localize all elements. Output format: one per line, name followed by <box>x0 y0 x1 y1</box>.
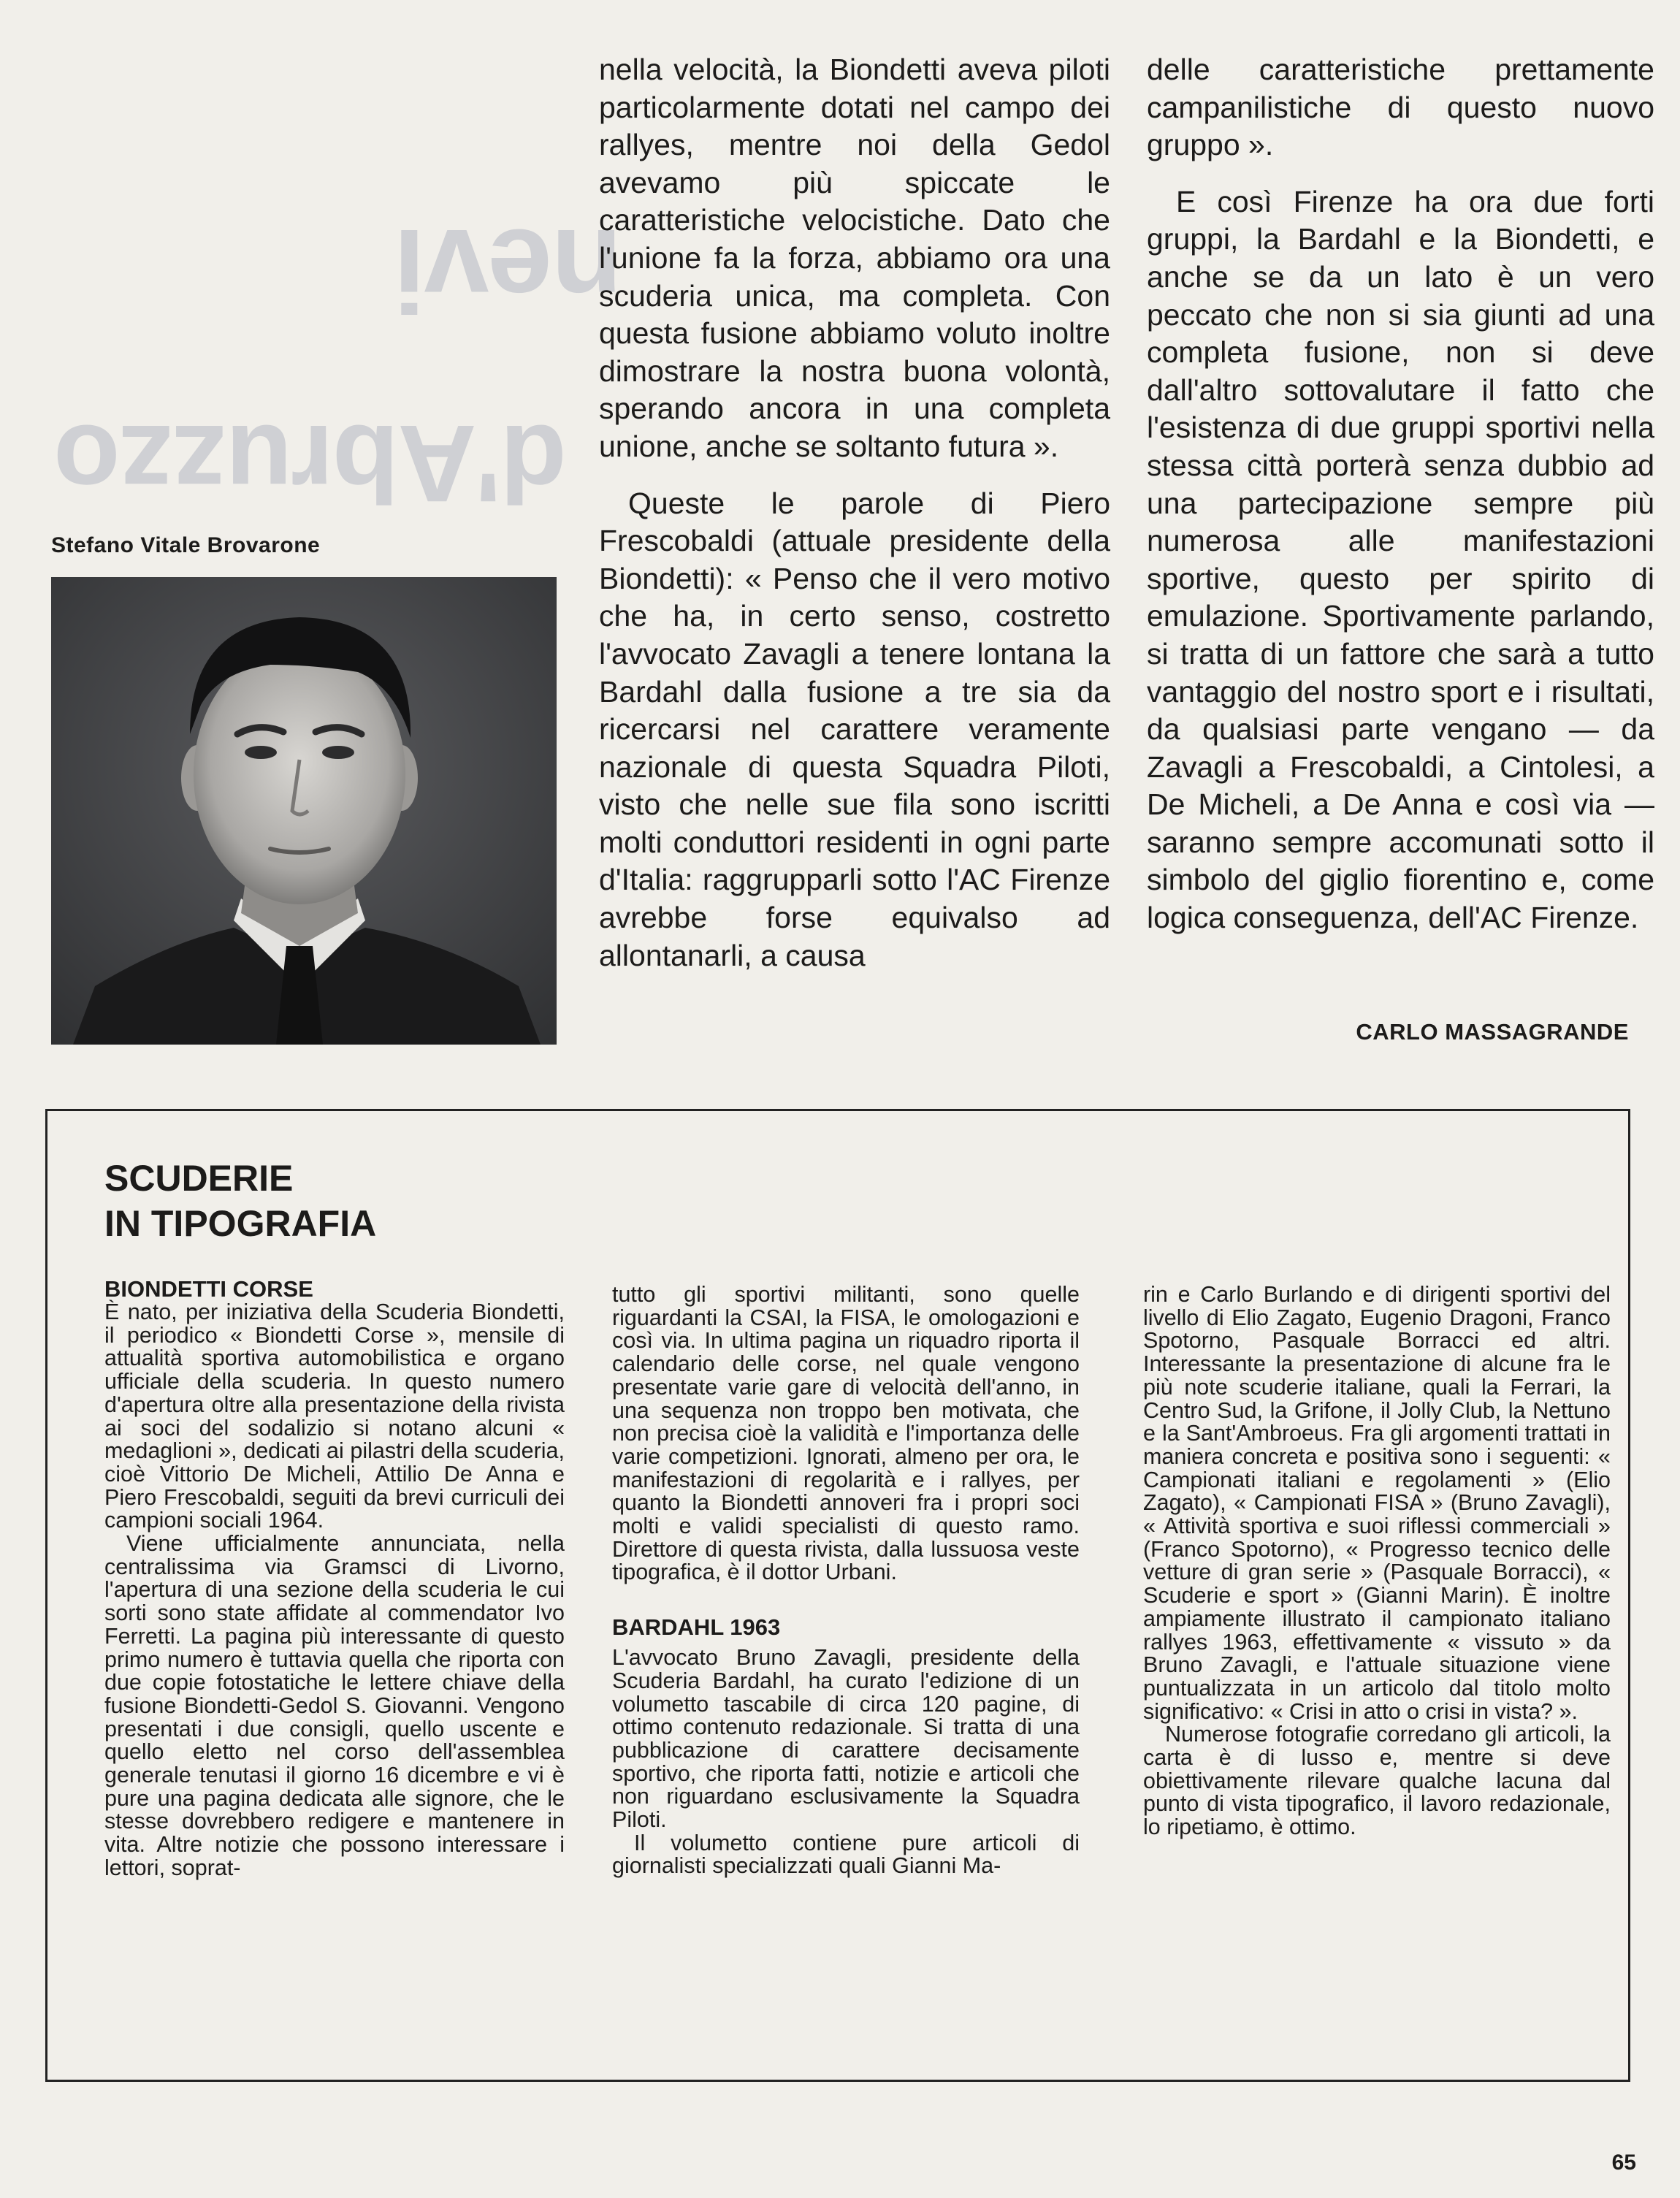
paragraph: delle caratteristiche prettamente campanilistiche di questo nuovo gruppo ». <box>1147 53 1654 162</box>
article-column-2 <box>1147 51 1654 937</box>
paragraph: Queste le parole di Piero Frescobaldi (attuale presidente della Biondetti): « Penso che il vero motivo che ha, in certo senso, costretto l'avvocato Zavagli a tenere lontana la Bardahl dalla fusione a tre sia da ricercarsi nel carattere veramente nazionale di questa Squadra Piloti, visto che nelle sue fila sono iscritti molti conduttori residenti in ogni parte d'Italia: raggrupparli sotto l'AC Firenze avrebbe forse equivalso ad allontanarli, a causa <box>599 486 1110 972</box>
photo-caption: Stefano Vitale Brovarone <box>51 533 321 557</box>
paragraph: Numerose fotografie corredano gli articoli, la carta è di lusso e, mentre si deve obiettivamente rilevare qualche lacuna dal punto di vista tipografico, il lavoro redazionale, lo ripetiamo, è ottimo. <box>1143 1722 1611 1840</box>
paragraph: nella velocità, la Biondetti aveva piloti particolarmente dotati nel campo dei rallyes, mentre noi della Gedol avevamo più spiccate le caratteristiche velocistiche. Dato che l'unione fa la forza, abbiamo ora una scuderia unica, ma completa. Con questa fusione abbiamo voluto inoltre dimostrare la nostra buona volontà, sperando ancora in una completa unione, anche se soltanto futura ». <box>599 53 1110 463</box>
paragraph: L'avvocato Bruno Zavagli, presidente della Scuderia Bardahl, ha curato l'edizione di un volumetto tascabile di circa 120 pagine, di ottimo contenuto redazionale. Si tratta di una pubblicazione di carattere decisamente sportivo, che riporta fatti, notizie e articoli che non riguardano esclusivamente la Squadra Piloti. <box>612 1645 1080 1833</box>
paragraph: E così Firenze ha ora due forti gruppi, la Bardahl e la Biondetti, e anche se da un lato è un vero peccato che non si sia giunti ad una completa fusione, non si deve dall'altro sottovalutare il fatto che l'esistenza di due gruppi sportivi nella stessa città porterà senza dubbio ad una partecipazione sempre più numerosa alle manifestazioni sportive, questo per spirito di emulazione. Sportivamente parlando, si tratta di un fattore che sarà a tutto vantaggio del nostro sport e i risultati, da qualsiasi parte vengano — da Zavagli a Frescobaldi, a Cintolesi, a De Micheli, a De Anna e così via — saranno sempre accomunati sotto il simbolo del giglio fiorentino e, come logica conseguenza, dell'AC Firenze. <box>1147 184 1654 935</box>
box-column-3 <box>1143 1283 1611 1839</box>
box-column-1 <box>104 1277 565 1880</box>
box-column-2 <box>612 1283 1080 1878</box>
section-heading: BIONDETTI CORSE <box>104 1276 313 1302</box>
show-through-headline-3: d'Abruzzo <box>55 402 567 525</box>
page-number: 65 <box>1611 2151 1636 2175</box>
box-title-line: IN TIPOGRAFIA <box>104 1203 377 1244</box>
article-column-1 <box>599 51 1110 974</box>
section-heading: BARDAHL 1963 <box>612 1614 781 1641</box>
portrait-photo <box>51 577 557 1045</box>
paragraph: tutto gli sportivi militanti, sono quelle riguardanti la CSAI, la FISA, le omologazioni e così via. In ultima pagina un riquadro riporta il calendario delle corse, nel quale vengono presentate varie gare di velocità dell'anno, in una sequenza non troppo ben motivata, che non precisa cioè la validità e l'importanza delle varie competizioni. Ignorati, almeno per ora, le manifestazioni di regolarità e i rallyes, per quanto la Biondetti annoveri fra i propri soci molti e validi specialisti di questo ramo. Direttore di questa rivista, dalla lussuosa veste tipografica, è il dottor Urbani. <box>612 1282 1080 1585</box>
author-signature: CARLO MASSAGRANDE <box>1356 1019 1629 1045</box>
paragraph: È nato, per iniziativa della Scuderia Biondetti, il periodico « Biondetti Corse », mensile di attualità sportiva automobilistica e organo ufficiale della scuderia. In questo numero d'apertura oltre alla presentazione della rivista ai soci del sodalizio si notano alcuni « medaglioni », dedicati ai pilastri della scuderia, cioè Vittorio De Micheli, Attilio De Anna e Piero Frescobaldi, seguiti da brevi curriculi dei campioni sociali 1964. <box>104 1300 565 1533</box>
paragraph: rin e Carlo Burlando e di dirigenti sportivi del livello di Elio Zagato, Eugenio Dragoni, Franco Spotorno, Pasquale Borracci ed altri. Interessante la presentazione di alcune fra le più note scuderie italiane, quali la Ferrari, la Centro Sud, la Grifone, il Jolly Club, la Nettuno e la Sant'Ambroeus. Fra gli argomenti trattati in maniera concreta e positiva sono i seguenti: « Campionati italiani e regolamenti » (Elio Zagato), « Campionati FISA » (Bruno Zavagli), « Attività sportiva e suoi riflessi commerciali » (Franco Spotorno), « Progresso tecnico delle vetture di gran serie » (Pasquale Borracci), « Scuderie e sport » (Gianni Marin). È inoltre ampiamente illustrato il campionato italiano rallyes 1963, effettivamente « vissuto » da Bruno Zavagli, e l'attuale situazione viene puntualizzata in un articolo dal titolo molto significativo: « Crisi in atto o crisi in vista? ». <box>1143 1282 1611 1724</box>
paragraph: Il volumetto contiene pure articoli di giornalisti specializzati quali Gianni Ma- <box>612 1830 1080 1879</box>
paragraph: Viene ufficialmente annunciata, nella centralissima via Gramsci di Livorno, l'apertura di una sezione della scuderia le cui sorti sono state affidate al commendator Ivo Ferretti. La pagina più interessante di questo primo numero è tuttavia quella che riporta con due copie fotostatiche le lettere chiave della fusione Biondetti-Gedol S. Giovanni. Vengono presentati i due consigli, quello uscente e quello eletto nel corso dell'assemblea generale tenutasi il giorno 16 dicembre e vi è pure una pagina dedicata alle signore, che le stesse dovrebbero redigere e mantenere in vita. Altre notizie che possono interessare i lettori, soprat- <box>104 1531 565 1880</box>
box-title <box>104 1156 376 1246</box>
box-title-line: SCUDERIE <box>104 1158 294 1199</box>
show-through-headline-2: nevi <box>394 205 623 336</box>
